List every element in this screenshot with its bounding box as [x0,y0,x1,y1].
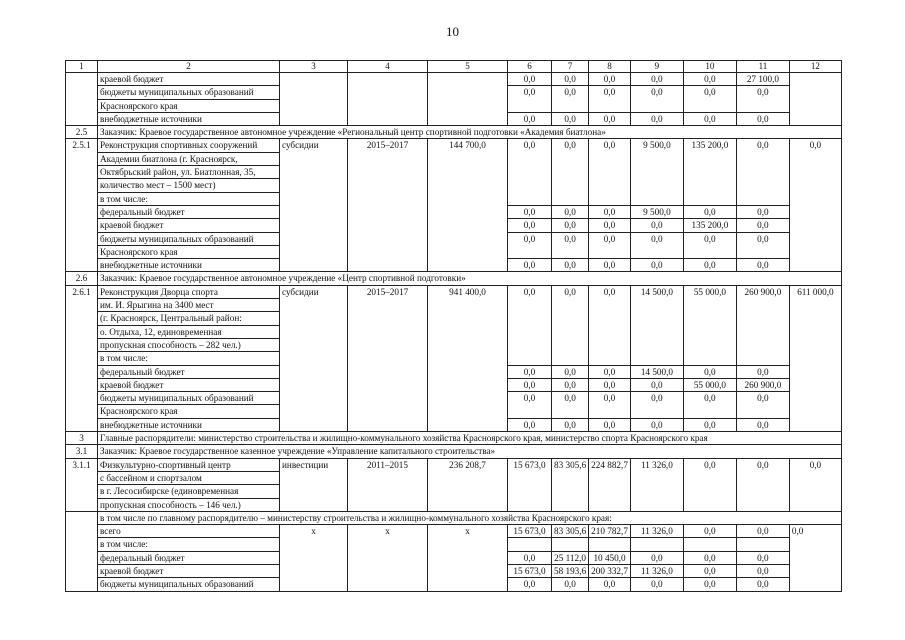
value-cell: 0,0 [630,392,683,419]
row-label: бюджеты муниципальных образований [98,86,280,99]
header-cell: 3 [280,61,348,73]
value-cell: 0,0 [736,259,789,272]
value-cell: 0,0 [736,219,789,232]
empty-cell [630,538,683,551]
value-cell: 611 000,0 [789,285,841,431]
value-cell: 0,0 [508,578,552,591]
project-row [66,139,842,152]
value-cell: 0,0 [589,578,631,591]
row-label: внебюджетные источники [98,418,280,431]
value-cell: 0,0 [630,378,683,391]
value-cell: 11 326,0 [630,525,683,538]
value-cell: 0,0 [589,73,631,86]
value-cell: 0,0 [552,205,589,218]
empty-cell [789,73,841,126]
project-title-line: Академии биатлона (г. Красноярск, [98,152,280,165]
header-cell: 2 [98,61,280,73]
value-cell: 0,0 [508,139,552,205]
project-title-line: им. И. Ярыгина на 3400 мест [98,299,280,312]
summary-title-row [66,511,842,524]
value-cell: 0,0 [630,259,683,272]
project-title-line: Реконструкция Дворца спорта [98,285,280,298]
cost: 236 208,7 [428,458,508,511]
value-cell: 0,0 [552,418,589,431]
section-title: Главные распорядители: министерство строительства и жилищно-коммунального хозяйства Красноярского края, министерство спорта Красноярского края [98,432,842,445]
row-label: бюджеты муниципальных образований [98,578,280,591]
value-cell: 0,0 [683,578,736,591]
value-cell: 0,0 [736,564,789,577]
value-cell: 0,0 [683,525,736,538]
value-cell: 0,0 [508,73,552,86]
value-cell: 0,0 [508,285,552,365]
value-cell: 0,0 [683,73,736,86]
value-cell: 135 200,0 [683,139,736,205]
value-cell: 14 500,0 [630,365,683,378]
value-cell: 0,0 [736,458,789,511]
value-cell: 0,0 [789,139,841,272]
value-cell: 0,0 [630,418,683,431]
header-cell: 10 [683,61,736,73]
budget-table [65,60,842,592]
value-cell: 15 673,0 [508,525,552,538]
value-cell: 0,0 [683,458,736,511]
value-cell: 0,0 [683,365,736,378]
section-row [66,432,842,445]
project-title-line: (г. Красноярск, Центральный район: [98,312,280,325]
value-cell: 58 193,6 [552,564,589,577]
page-number: 10 [446,24,459,39]
value-cell: 0,0 [683,564,736,577]
value-cell: 0,0 [508,86,552,113]
header-cell: 4 [348,61,428,73]
value-cell: 0,0 [789,525,841,591]
empty-cell [66,511,98,591]
value-cell: 25 112,0 [552,551,589,564]
value-cell: 0,0 [552,73,589,86]
project-title-line: пропускная способность – 146 чел.) [98,498,280,511]
value-cell: 14 500,0 [630,285,683,365]
value-cell: 0,0 [736,365,789,378]
row-label: краевой бюджет [98,73,280,86]
header-cell: 7 [552,61,589,73]
empty-cell [589,538,631,551]
value-cell: 224 882,7 [589,458,631,511]
row-label: бюджеты муниципальных образований [98,392,280,405]
project-title-line: Реконструкция спортивных сооружений [98,139,280,152]
section-number: 2.5 [66,126,98,139]
empty-cell [348,73,428,126]
cost: 941 400,0 [428,285,508,431]
value-cell: 83 305,6 [552,525,589,538]
value-cell: 0,0 [552,86,589,113]
project-row [66,285,842,298]
value-cell: 55 000,0 [683,285,736,365]
summary-title: в том числе по главному распорядителю – министерству строительства и жилищно-коммунального хозяйства Красноярского края: [98,511,842,524]
value-cell: 0,0 [736,112,789,125]
empty-cell [508,538,552,551]
value-cell: 0,0 [552,392,589,419]
row-label: федеральный бюджет [98,365,280,378]
value-cell: 260 900,0 [736,285,789,365]
value-cell: 0,0 [630,219,683,232]
section-row [66,445,842,458]
period: 2015–2017 [348,285,428,431]
value-cell: 135 200,0 [683,219,736,232]
value-cell: 11 326,0 [630,564,683,577]
empty-cell [66,73,98,126]
value-cell: 27 100,0 [736,73,789,86]
section-row [66,272,842,285]
value-cell: 0,0 [683,232,736,259]
value-cell: 0,0 [552,232,589,259]
value-cell: 0,0 [508,205,552,218]
value-cell: 9 500,0 [630,139,683,205]
value-cell: 0,0 [589,139,631,205]
value-cell: 10 450,0 [589,551,631,564]
value-cell: 15 673,0 [508,564,552,577]
header-cell: 12 [789,61,841,73]
value-cell: 15 673,0 [508,458,552,511]
empty-cell [552,538,589,551]
header-row [66,61,842,73]
section-row [66,126,842,139]
value-cell: 0,0 [589,205,631,218]
header-cell: 11 [736,61,789,73]
value-cell: 0,0 [508,378,552,391]
value-cell: 0,0 [552,139,589,205]
value-cell: 0,0 [552,219,589,232]
row-label: федеральный бюджет [98,551,280,564]
row-label: Красноярского края [98,405,280,418]
value-cell: 0,0 [736,205,789,218]
value-cell: 0,0 [552,112,589,125]
row-label: Красноярского края [98,245,280,258]
header-cell: 6 [508,61,552,73]
section-number: 3.1 [66,445,98,458]
section-title: Заказчик: Краевое государственное автономное учреждение «Центр спортивной подготовки» [98,272,842,285]
x-mark: х [428,525,508,591]
value-cell: 0,0 [589,392,631,419]
table-row [66,73,842,86]
value-cell: 0,0 [736,525,789,538]
value-cell: 0,0 [508,365,552,378]
value-cell: 0,0 [589,232,631,259]
project-row [66,458,842,471]
value-cell: 210 782,7 [589,525,631,538]
project-title-line: в г. Лесосибирске (единовременная [98,485,280,498]
value-cell: 0,0 [552,285,589,365]
value-cell: 0,0 [736,139,789,205]
value-cell: 0,0 [589,378,631,391]
value-cell: 0,0 [552,259,589,272]
project-title-line: количество мест – 1500 мест) [98,179,280,192]
value-cell: 0,0 [630,112,683,125]
value-cell: 0,0 [508,259,552,272]
value-cell: 0,0 [789,458,841,511]
value-cell: 0,0 [508,112,552,125]
row-label: бюджеты муниципальных образований [98,232,280,245]
value-cell: 0,0 [589,365,631,378]
value-cell: 0,0 [736,86,789,113]
value-cell: 0,0 [589,259,631,272]
value-cell: 0,0 [683,112,736,125]
value-cell: 0,0 [589,285,631,365]
row-label: краевой бюджет [98,219,280,232]
header-cell: 9 [630,61,683,73]
row-label: федеральный бюджет [98,205,280,218]
value-cell: 0,0 [630,578,683,591]
value-cell: 0,0 [589,86,631,113]
value-cell: 0,0 [589,112,631,125]
value-cell: 0,0 [683,86,736,113]
project-number: 2.5.1 [66,139,98,272]
project-title-line: о. Отдыха, 12, единовременная [98,325,280,338]
row-label: краевой бюджет [98,378,280,391]
row-label: всего [98,525,280,538]
section-number: 3 [66,432,98,445]
value-cell: 0,0 [683,259,736,272]
value-cell: 0,0 [508,219,552,232]
row-label: внебюджетные источники [98,112,280,125]
funding-type: инвестиции [280,458,348,511]
project-title-line: Октябрьский район, ул. Биатлонная, 35, [98,166,280,179]
value-cell: 0,0 [552,578,589,591]
row-label: краевой бюджет [98,564,280,577]
section-title: Заказчик: Краевое государственное казенное учреждение «Управление капитального строительства» [98,445,842,458]
value-cell: 0,0 [508,392,552,419]
period: 2015–2017 [348,139,428,272]
value-cell: 0,0 [630,551,683,564]
value-cell: 0,0 [589,219,631,232]
row-label: в том числе: [98,192,280,205]
empty-cell [736,538,789,551]
value-cell: 0,0 [508,551,552,564]
period: 2011–2015 [348,458,428,511]
value-cell: 0,0 [683,392,736,419]
row-label: в том числе: [98,352,280,365]
value-cell: 200 332,7 [589,564,631,577]
row-label: внебюджетные источники [98,259,280,272]
value-cell: 0,0 [508,418,552,431]
value-cell: 0,0 [736,551,789,564]
empty-cell [428,73,508,126]
empty-cell [280,73,348,126]
header-cell: 1 [66,61,98,73]
project-title-line: Физкультурно-спортивный центр [98,458,280,471]
project-title-line: пропускная способность – 282 чел.) [98,338,280,351]
value-cell: 0,0 [552,365,589,378]
value-cell: 0,0 [589,418,631,431]
project-number: 2.6.1 [66,285,98,431]
value-cell: 0,0 [630,73,683,86]
value-cell: 0,0 [552,378,589,391]
value-cell: 0,0 [630,232,683,259]
project-number: 3.1.1 [66,458,98,511]
value-cell: 0,0 [630,86,683,113]
value-cell: 0,0 [736,232,789,259]
value-cell: 0,0 [736,578,789,591]
value-cell: 0,0 [508,232,552,259]
row-label: в том числе: [98,538,280,551]
x-mark: х [348,525,428,591]
funding-type: субсидии [280,285,348,431]
table-row [66,525,842,538]
value-cell: 260 900,0 [736,378,789,391]
row-label: Красноярского края [98,99,280,112]
cost: 144 700,0 [428,139,508,272]
section-title: Заказчик: Краевое государственное автономное учреждение «Региональный центр спортивной подготовки «Академия биатлона» [98,126,842,139]
value-cell: 83 305,6 [552,458,589,511]
value-cell: 0,0 [683,205,736,218]
value-cell: 0,0 [683,551,736,564]
value-cell: 11 326,0 [630,458,683,511]
value-cell: 9 500,0 [630,205,683,218]
header-cell: 5 [428,61,508,73]
section-number: 2.6 [66,272,98,285]
value-cell: 0,0 [736,418,789,431]
value-cell: 55 000,0 [683,378,736,391]
header-cell: 8 [589,61,631,73]
value-cell: 0,0 [683,418,736,431]
value-cell: 0,0 [736,392,789,419]
x-mark: х [280,525,348,591]
funding-type: субсидии [280,139,348,272]
project-title-line: с бассейном и спортзалом [98,471,280,484]
empty-cell [683,538,736,551]
